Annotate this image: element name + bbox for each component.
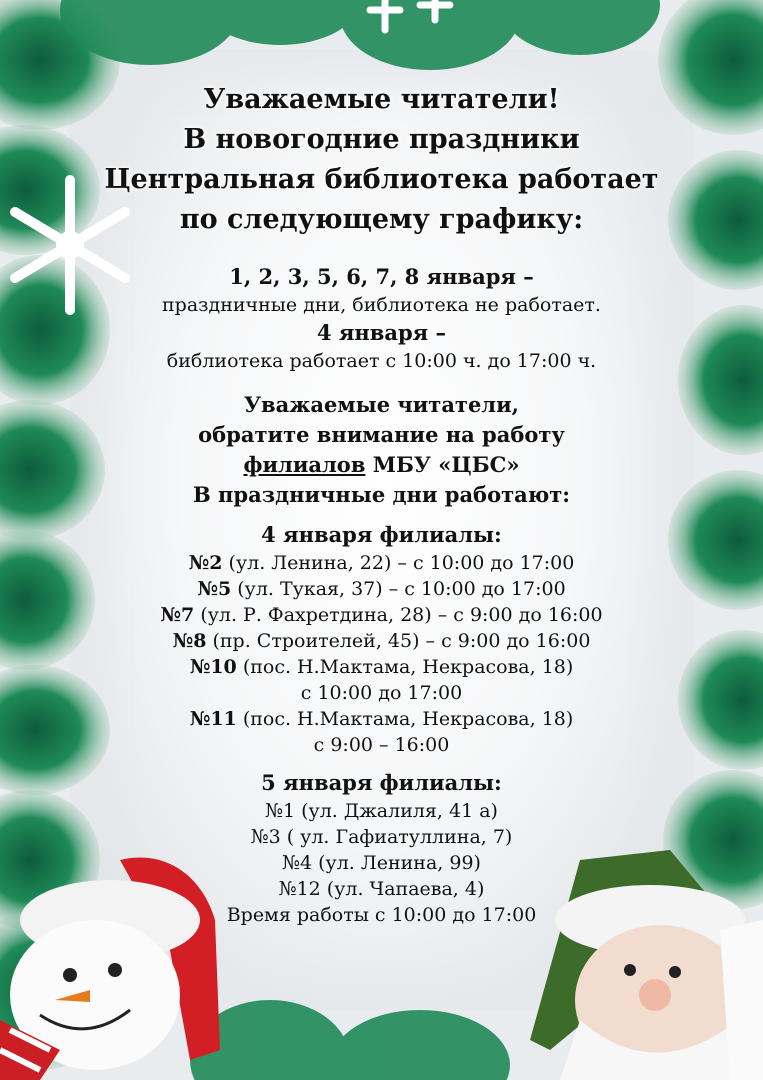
jan5-row: №4 (ул. Ленина, 99) (282, 852, 481, 874)
org-name: МБУ «ЦБС» (365, 452, 520, 477)
schedule-content (90, 80, 673, 928)
notice-line-4: В праздничные дни работают: (192, 482, 570, 507)
jan4-row: №11 (пос. Н.Мактама, Некрасова, 18) (189, 708, 574, 730)
header-line-4: по следующему графику: (179, 204, 584, 235)
jan5-heading: 5 января филиалы: (261, 770, 502, 795)
branches-word: филиалов (243, 452, 366, 477)
notice-line-1: Уважаемые читатели, (243, 392, 519, 417)
central-work-date: 4 января – (316, 320, 446, 345)
snowflake-top-icon (355, 0, 465, 40)
jan4-row: №7 (ул. Р. Фахретдина, 28) – с 9:00 до 16:00 (160, 604, 603, 626)
jan4-row: №10 (пос. Н.Мактама, Некрасова, 18) (189, 656, 574, 678)
jan4-row: с 10:00 до 17:00 (300, 682, 463, 704)
jan4-row: №8 (пр. Строителей, 45) – с 9:00 до 16:00 (172, 630, 591, 652)
jan5-row: №1 (ул. Джалиля, 41 а) (265, 800, 498, 822)
jan5-row: №12 (ул. Чапаева, 4) (278, 878, 485, 900)
central-work-text: библиотека работает с 10:00 ч. до 17:00 ч. (166, 350, 597, 372)
header-line-1: Уважаемые читатели! (203, 84, 560, 115)
jan4-row: №2 (ул. Ленина, 22) – с 10:00 до 17:00 (188, 552, 575, 574)
header-line-3: Центральная библиотека работает (104, 164, 659, 195)
header-line-2: В новогодние праздники (183, 124, 580, 155)
notice-line-2: обратите внимание на работу (198, 422, 565, 447)
central-holiday-dates: 1, 2, 3, 5, 6, 7, 8 января – (229, 264, 534, 289)
jan5-hours: Время работы с 10:00 до 17:00 (226, 904, 537, 926)
jan4-row: с 9:00 – 16:00 (313, 734, 450, 756)
jan4-row: №5 (ул. Тукая, 37) – с 10:00 до 17:00 (197, 578, 566, 600)
central-holiday-text: праздничные дни, библиотека не работает. (162, 294, 601, 316)
jan5-row: №3 ( ул. Гафиатуллина, 7) (250, 826, 513, 848)
jan4-heading: 4 января филиалы: (261, 522, 502, 547)
notice-line-3 (90, 450, 673, 480)
